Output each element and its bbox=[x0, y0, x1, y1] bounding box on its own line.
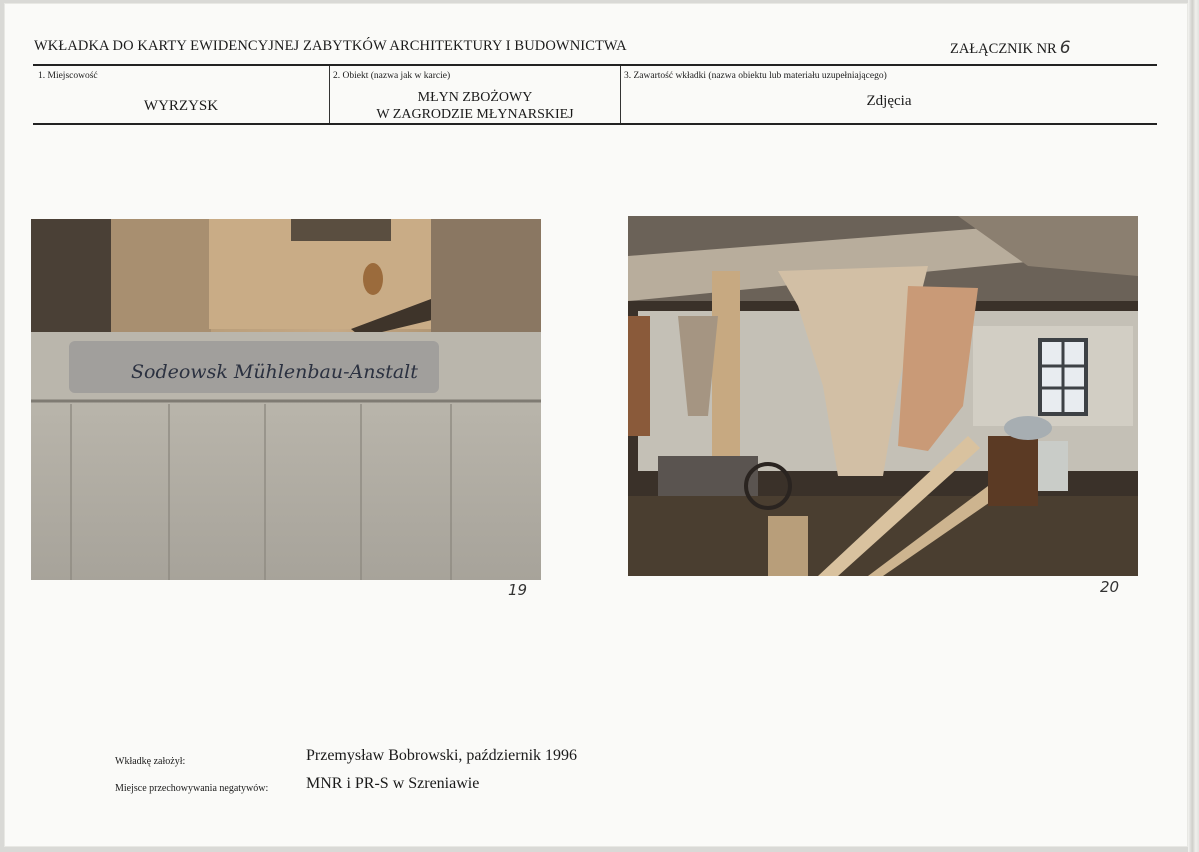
locality-value: WYRZYSK bbox=[143, 98, 219, 114]
photo-19 bbox=[31, 219, 541, 580]
mill-sign-text: Sodeowsk Mühlenbau-Anstalt bbox=[131, 361, 418, 383]
photo-19-image bbox=[31, 219, 541, 580]
object-label: 2. Obiekt (nazwa jak w karcie) bbox=[333, 71, 451, 81]
header-rule-bottom bbox=[33, 123, 1157, 125]
header-rule-top bbox=[33, 64, 1157, 66]
photo-20-image bbox=[628, 216, 1138, 576]
negatives-value: MNR i PR-S w Szreniawie bbox=[306, 775, 480, 792]
annex-label: ZAŁĄCZNIK NR bbox=[950, 41, 1057, 57]
photo-20-number: 20 bbox=[1100, 578, 1120, 596]
annex-number: 6 bbox=[1059, 38, 1071, 58]
contents-value: Zdjęcia bbox=[866, 93, 912, 109]
object-value-line1: MŁYN ZBOŻOWY bbox=[417, 90, 533, 105]
scan-edge bbox=[1188, 0, 1199, 852]
locality-label: 1. Miejscowość bbox=[38, 71, 98, 81]
object-value-line2: W ZAGRODZIE MŁYNARSKIEJ bbox=[376, 107, 574, 122]
photo-19-number: 19 bbox=[508, 581, 528, 599]
negatives-label: Miejsce przechowywania negatywów: bbox=[115, 783, 269, 794]
photo-20 bbox=[628, 216, 1138, 576]
author-value: Przemysław Bobrowski, październik 1996 bbox=[306, 747, 578, 764]
document-title: WKŁADKA DO KARTY EWIDENCYJNEJ ZABYTKÓW ARCHITEKTURY I BUDOWNICTWA bbox=[34, 38, 627, 54]
author-label: Wkładkę założył: bbox=[115, 756, 186, 767]
contents-label: 3. Zawartość wkładki (nazwa obiektu lub materiału uzupełniającego) bbox=[624, 71, 887, 81]
annex-header bbox=[950, 38, 1071, 58]
object-value bbox=[330, 89, 620, 123]
